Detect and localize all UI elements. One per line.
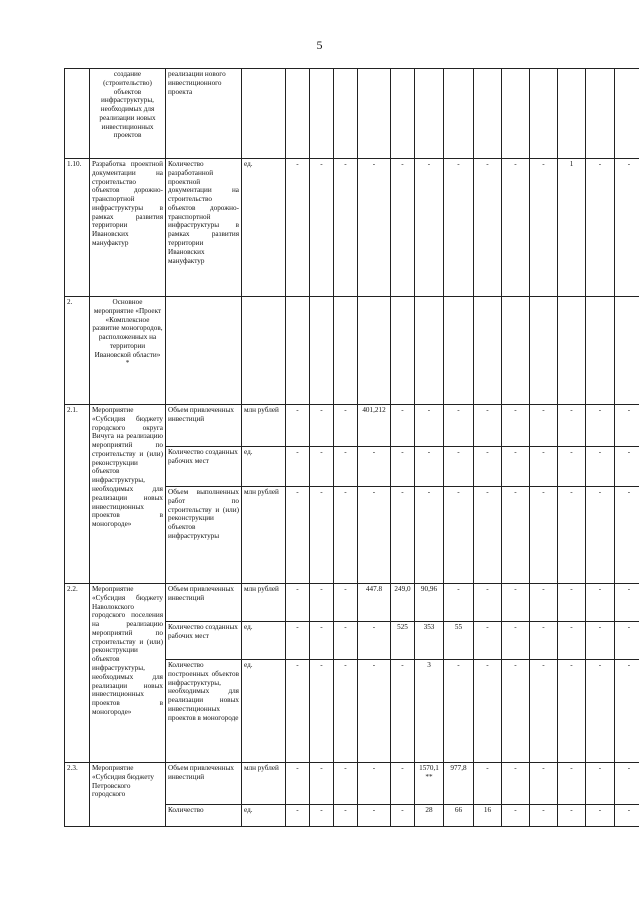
value-cell: - [444,405,474,447]
row-number [65,69,90,159]
value-cell [358,69,391,159]
indicator-name: Количество построенных объектов инфраструктуры, необходимых для реализации новых инвестиционных проектов в моногороде [166,660,242,763]
value-cell: - [586,660,615,763]
value-cell [530,297,558,405]
value-cell: - [615,805,639,827]
value-cell [286,297,310,405]
value-cell: - [286,487,310,584]
value-cell: - [310,763,334,805]
unit [242,69,286,159]
value-cell: 90,96 [415,584,444,622]
table-row [65,69,639,159]
value-cell: - [444,447,474,487]
value-cell: - [310,622,334,660]
table-row [65,159,639,297]
value-cell: - [502,159,530,297]
value-cell [310,297,334,405]
value-cell: - [586,805,615,827]
indicator-name: Объем привлеченных инвестиций [166,763,242,805]
value-cell: - [444,487,474,584]
indicators-table [64,68,639,827]
measure-name: Мероприятие «Субсидия бюджету городского округа Вичуга на реализацию мероприятий по строительству и (или) реконструкции объектов инфраструктуры, необходимых для реализации новых инвестиционных проектов в моногороде» [90,405,166,584]
indicator-name: Количество созданных рабочих мест [166,622,242,660]
value-cell: 16 [474,805,502,827]
measure-name: Мероприятие «Субсидия бюджету Наволокского городского поселения на реализацию мероприятий по строительству и (или) реконструкции объектов инфраструктуры, необходимых для реализации новых инвестиционных проектов в моногороде» [90,584,166,763]
value-cell: - [415,447,444,487]
value-cell: - [334,584,358,622]
indicator-name [166,297,242,405]
value-cell: - [358,622,391,660]
value-cell [615,297,639,405]
value-cell: - [474,584,502,622]
unit: ед. [242,660,286,763]
value-cell: - [334,763,358,805]
value-cell: - [615,763,639,805]
unit: ед. [242,622,286,660]
value-cell: - [334,405,358,447]
value-cell: - [391,487,415,584]
value-cell: - [474,660,502,763]
value-cell [334,69,358,159]
value-cell [415,69,444,159]
value-cell: - [615,487,639,584]
value-cell [530,69,558,159]
value-cell [391,69,415,159]
value-cell: - [615,159,639,297]
value-cell: - [502,622,530,660]
value-cell: - [391,805,415,827]
value-cell: - [358,447,391,487]
value-cell: - [586,159,615,297]
table-row [65,405,639,447]
value-cell: 1570,1 ** [415,763,444,805]
value-cell: 353 [415,622,444,660]
value-cell: - [615,622,639,660]
value-cell [358,297,391,405]
value-cell: - [502,405,530,447]
value-cell: - [391,159,415,297]
unit: млн рублей [242,405,286,447]
value-cell: - [286,584,310,622]
value-cell: - [586,447,615,487]
value-cell: - [502,584,530,622]
value-cell: 249,0 [391,584,415,622]
page-number: 5 [316,38,323,52]
value-cell: - [391,447,415,487]
value-cell: - [530,584,558,622]
value-cell: 28 [415,805,444,827]
value-cell [334,297,358,405]
value-cell: - [310,805,334,827]
value-cell: - [530,660,558,763]
indicator-name: Объем выполненных работ по строительству и (или) реконструкции объектов инфраструктуры [166,487,242,584]
value-cell: - [474,487,502,584]
value-cell: - [415,405,444,447]
value-cell: - [286,447,310,487]
value-cell: - [310,584,334,622]
unit: млн рублей [242,763,286,805]
value-cell: - [444,584,474,622]
value-cell: - [615,447,639,487]
value-cell: - [310,447,334,487]
value-cell: - [586,405,615,447]
value-cell: - [558,660,586,763]
indicator-name: Количество разработанной проектной документации на строительство объектов дорожно-транспортной инфраструктуры в рамках развития территории Ивановских мануфактур [166,159,242,297]
value-cell: - [586,622,615,660]
value-cell [391,297,415,405]
row-number: 2.3. [65,763,90,827]
value-cell: - [286,763,310,805]
value-cell: - [530,622,558,660]
table-row [65,584,639,622]
measure-name: Мероприятие «Субсидия бюджету Петровского городского [90,763,166,827]
value-cell: - [334,487,358,584]
value-cell: - [502,763,530,805]
value-cell: - [391,660,415,763]
value-cell: - [615,584,639,622]
value-cell: - [358,159,391,297]
value-cell: - [530,159,558,297]
value-cell: 55 [444,622,474,660]
unit: млн рублей [242,584,286,622]
measure-name: Разработка проектной документации на строительство объектов дорожно-транспортной инфраструктуры в рамках развития территории Ивановских мануфактур [90,159,166,297]
value-cell: 66 [444,805,474,827]
value-cell [444,69,474,159]
value-cell [558,297,586,405]
value-cell: - [310,660,334,763]
value-cell: - [586,584,615,622]
value-cell: - [558,622,586,660]
unit: ед. [242,805,286,827]
value-cell: - [530,405,558,447]
value-cell: - [586,763,615,805]
value-cell: - [391,763,415,805]
value-cell: - [502,487,530,584]
value-cell: 525 [391,622,415,660]
value-cell: - [558,763,586,805]
measure-name: создание (строительство) объектов инфраструктуры, необходимых для реализации новых инвестиционных проектов [90,69,166,159]
indicator-name: Количество созданных рабочих мест [166,447,242,487]
value-cell: - [615,660,639,763]
value-cell: - [286,622,310,660]
value-cell: - [615,405,639,447]
value-cell: - [558,487,586,584]
value-cell: - [474,622,502,660]
value-cell: - [391,405,415,447]
indicator-name: Объем привлеченных инвестиций [166,405,242,447]
row-number: 2.1. [65,405,90,584]
unit [242,297,286,405]
value-cell: - [502,805,530,827]
value-cell: - [558,447,586,487]
value-cell: - [474,447,502,487]
indicator-name: реализации нового инвестиционного проекта [166,69,242,159]
value-cell: - [415,487,444,584]
value-cell: - [286,159,310,297]
value-cell [310,69,334,159]
value-cell: - [286,805,310,827]
value-cell: - [502,447,530,487]
value-cell: - [334,805,358,827]
row-number: 1.10. [65,159,90,297]
value-cell: - [530,763,558,805]
measure-name: Основное мероприятие «Проект «Комплексное развитие моногородов, расположенных на территории Ивановской области» * [90,297,166,405]
value-cell: - [286,660,310,763]
value-cell [444,297,474,405]
value-cell: 977,8 [444,763,474,805]
value-cell: - [444,159,474,297]
value-cell [474,69,502,159]
value-cell: - [358,763,391,805]
value-cell: - [444,660,474,763]
value-cell: - [415,159,444,297]
indicator-name: Объем привлеченных инвестиций [166,584,242,622]
unit: ед. [242,447,286,487]
table-row [65,763,639,805]
value-cell: - [358,805,391,827]
value-cell: 1 [558,159,586,297]
value-cell [586,297,615,405]
table-row [65,297,639,405]
value-cell: - [502,660,530,763]
value-cell: 447.8 [358,584,391,622]
value-cell: - [334,447,358,487]
value-cell: - [474,159,502,297]
value-cell: - [310,405,334,447]
indicator-name: Количество [166,805,242,827]
value-cell: - [530,805,558,827]
value-cell [558,69,586,159]
value-cell: - [530,487,558,584]
value-cell: - [558,584,586,622]
value-cell: - [334,622,358,660]
value-cell: - [530,447,558,487]
value-cell: 3 [415,660,444,763]
value-cell: - [310,159,334,297]
value-cell [286,69,310,159]
row-number: 2.2. [65,584,90,763]
value-cell: - [286,405,310,447]
value-cell: - [310,487,334,584]
value-cell: - [558,405,586,447]
unit: млн рублей [242,487,286,584]
value-cell [586,69,615,159]
value-cell: - [334,159,358,297]
value-cell: - [474,405,502,447]
value-cell: - [586,487,615,584]
value-cell [502,69,530,159]
value-cell [415,297,444,405]
value-cell: - [474,763,502,805]
value-cell: - [558,805,586,827]
value-cell: 401,212 [358,405,391,447]
row-number: 2. [65,297,90,405]
value-cell [502,297,530,405]
value-cell: - [358,660,391,763]
value-cell [615,69,639,159]
value-cell [474,297,502,405]
unit: ед. [242,159,286,297]
value-cell: - [334,660,358,763]
value-cell: - [358,487,391,584]
